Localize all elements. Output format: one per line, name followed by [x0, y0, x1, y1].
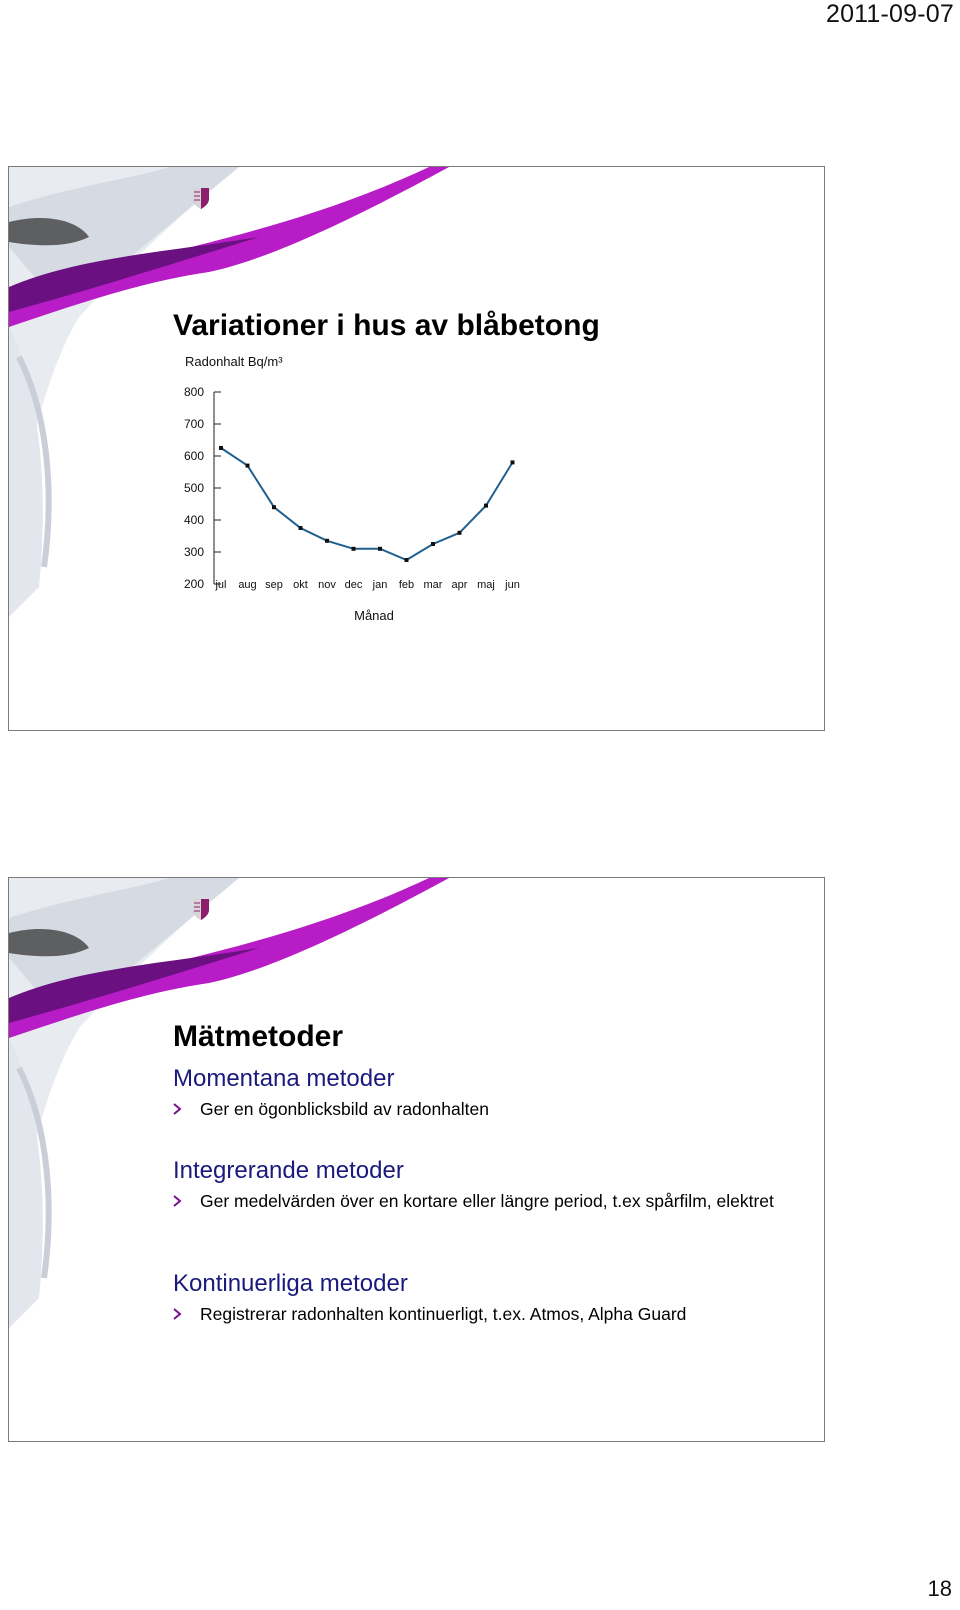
data-point	[431, 542, 435, 546]
section-momentana	[173, 1064, 793, 1120]
bullet-item	[173, 1098, 793, 1120]
data-point	[325, 539, 329, 543]
section-kontinuerliga	[173, 1269, 793, 1325]
x-tick-label: jul	[215, 579, 227, 591]
y-tick-label: 200	[183, 577, 204, 591]
slide-1-title: Variationer i hus av blåbetong	[173, 309, 600, 342]
y-tick-label: 400	[183, 513, 204, 527]
section-heading: Momentana metoder	[173, 1065, 395, 1092]
bullet-text: Ger en ögonblicksbild av radonhalten	[200, 1099, 489, 1119]
x-tick-label: nov	[318, 579, 336, 591]
x-tick-label: maj	[477, 579, 495, 591]
slide-1	[8, 166, 825, 731]
page-date: 2011-09-07	[825, 0, 954, 28]
y-tick-label: 800	[183, 385, 204, 399]
data-point	[246, 464, 250, 468]
section-heading: Integrerande metoder	[173, 1157, 404, 1184]
data-point	[219, 446, 223, 450]
data-point	[405, 558, 409, 562]
data-point	[272, 505, 276, 509]
x-tick-label: apr	[451, 579, 468, 591]
x-tick-label: jun	[505, 579, 520, 591]
x-tick-label: sep	[265, 579, 283, 591]
bullet-text: Registrerar radonhalten kontinuerligt, t.ex. Atmos, Alpha Guard	[200, 1304, 687, 1324]
logo-icon	[192, 186, 210, 210]
data-point	[378, 547, 382, 551]
data-point	[352, 547, 356, 551]
data-point	[299, 526, 303, 530]
data-point	[484, 504, 488, 508]
radon-chart	[169, 352, 549, 632]
series-line	[221, 448, 513, 560]
section-integrerande	[173, 1156, 793, 1212]
x-tick-label: aug	[238, 579, 257, 591]
bullet-item	[173, 1303, 793, 1325]
slide-2	[8, 877, 825, 1442]
bullet-item	[173, 1190, 793, 1212]
y-axis-label: Radonhalt Bq/m³	[185, 354, 283, 369]
data-point	[511, 460, 515, 464]
section-heading: Kontinuerliga metoder	[173, 1270, 408, 1297]
x-tick-label: okt	[293, 579, 308, 591]
bullet-text: Ger medelvärden över en kortare eller längre period, t.ex spårfilm, elektret	[200, 1191, 774, 1211]
x-tick-label: jan	[372, 579, 388, 591]
page-number: 18	[927, 1576, 952, 1601]
chevron-bullet-icon	[173, 1103, 182, 1115]
y-tick-label: 600	[183, 449, 204, 463]
x-tick-label: dec	[344, 579, 363, 591]
x-tick-label: feb	[398, 579, 415, 591]
slide-2-title: Mätmetoder	[173, 1020, 344, 1053]
y-tick-label: 300	[183, 545, 204, 559]
x-tick-label: mar	[423, 579, 443, 591]
logo-icon	[192, 897, 210, 921]
y-tick-label: 700	[183, 417, 204, 431]
data-point	[458, 531, 462, 535]
chevron-bullet-icon	[173, 1195, 182, 1207]
x-axis-label: Månad	[354, 608, 394, 623]
chevron-bullet-icon	[173, 1308, 182, 1320]
y-tick-label: 500	[183, 481, 204, 495]
